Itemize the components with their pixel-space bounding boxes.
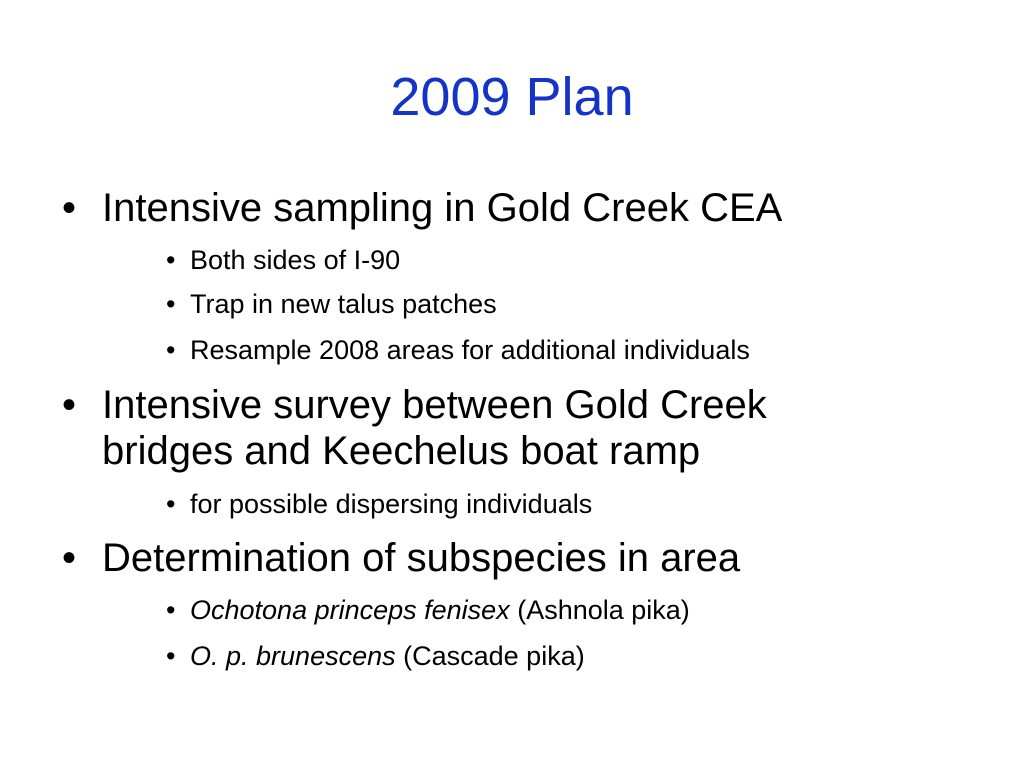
sub-bullet-item [166, 288, 986, 320]
sub-bullet-item [166, 244, 986, 276]
sub-bullet-item [166, 594, 986, 626]
sub-bullet-text: Both sides of I-90 [190, 245, 401, 275]
species-name-italic: O. p. brunescens [190, 641, 396, 671]
common-name: (Cascade pika) [395, 641, 585, 671]
bullet-item-text-line-1: Intensive survey between Gold Creek [102, 383, 767, 427]
sub-bullet-text [190, 640, 986, 672]
sub-bullet-text: Resample 2008 areas for additional individuals [190, 335, 750, 365]
bullet-item-2 [62, 382, 962, 474]
sub-bullet-text: Trap in new talus patches [190, 289, 497, 319]
bullet-item-1 [62, 185, 962, 231]
slide-title: 2009 Plan [390, 67, 634, 127]
bullet-icon: • [166, 641, 176, 671]
sub-bullet-text [190, 594, 986, 626]
bullet-item-3 [62, 535, 962, 581]
bullet-icon: • [62, 536, 77, 580]
bullet-item-text: Determination of subspecies in area [102, 536, 741, 580]
species-name-italic: Ochotona princeps fenisex [190, 595, 510, 625]
bullet-icon: • [62, 186, 77, 230]
bullet-item-text-line-2: bridges and Keechelus boat ramp [102, 429, 701, 473]
sub-bullet-item [166, 334, 986, 366]
bullet-icon: • [62, 383, 77, 427]
sub-bullet-text: for possible dispersing individuals [190, 489, 593, 519]
bullet-icon: • [166, 489, 176, 519]
bullet-item-text: Intensive sampling in Gold Creek CEA [102, 186, 783, 230]
sub-bullet-item [166, 640, 986, 672]
sub-bullet-item [166, 488, 986, 520]
common-name: (Ashnola pika) [509, 595, 690, 625]
bullet-icon: • [166, 335, 176, 365]
bullet-icon: • [166, 595, 176, 625]
bullet-icon: • [166, 289, 176, 319]
bullet-icon: • [166, 245, 176, 275]
